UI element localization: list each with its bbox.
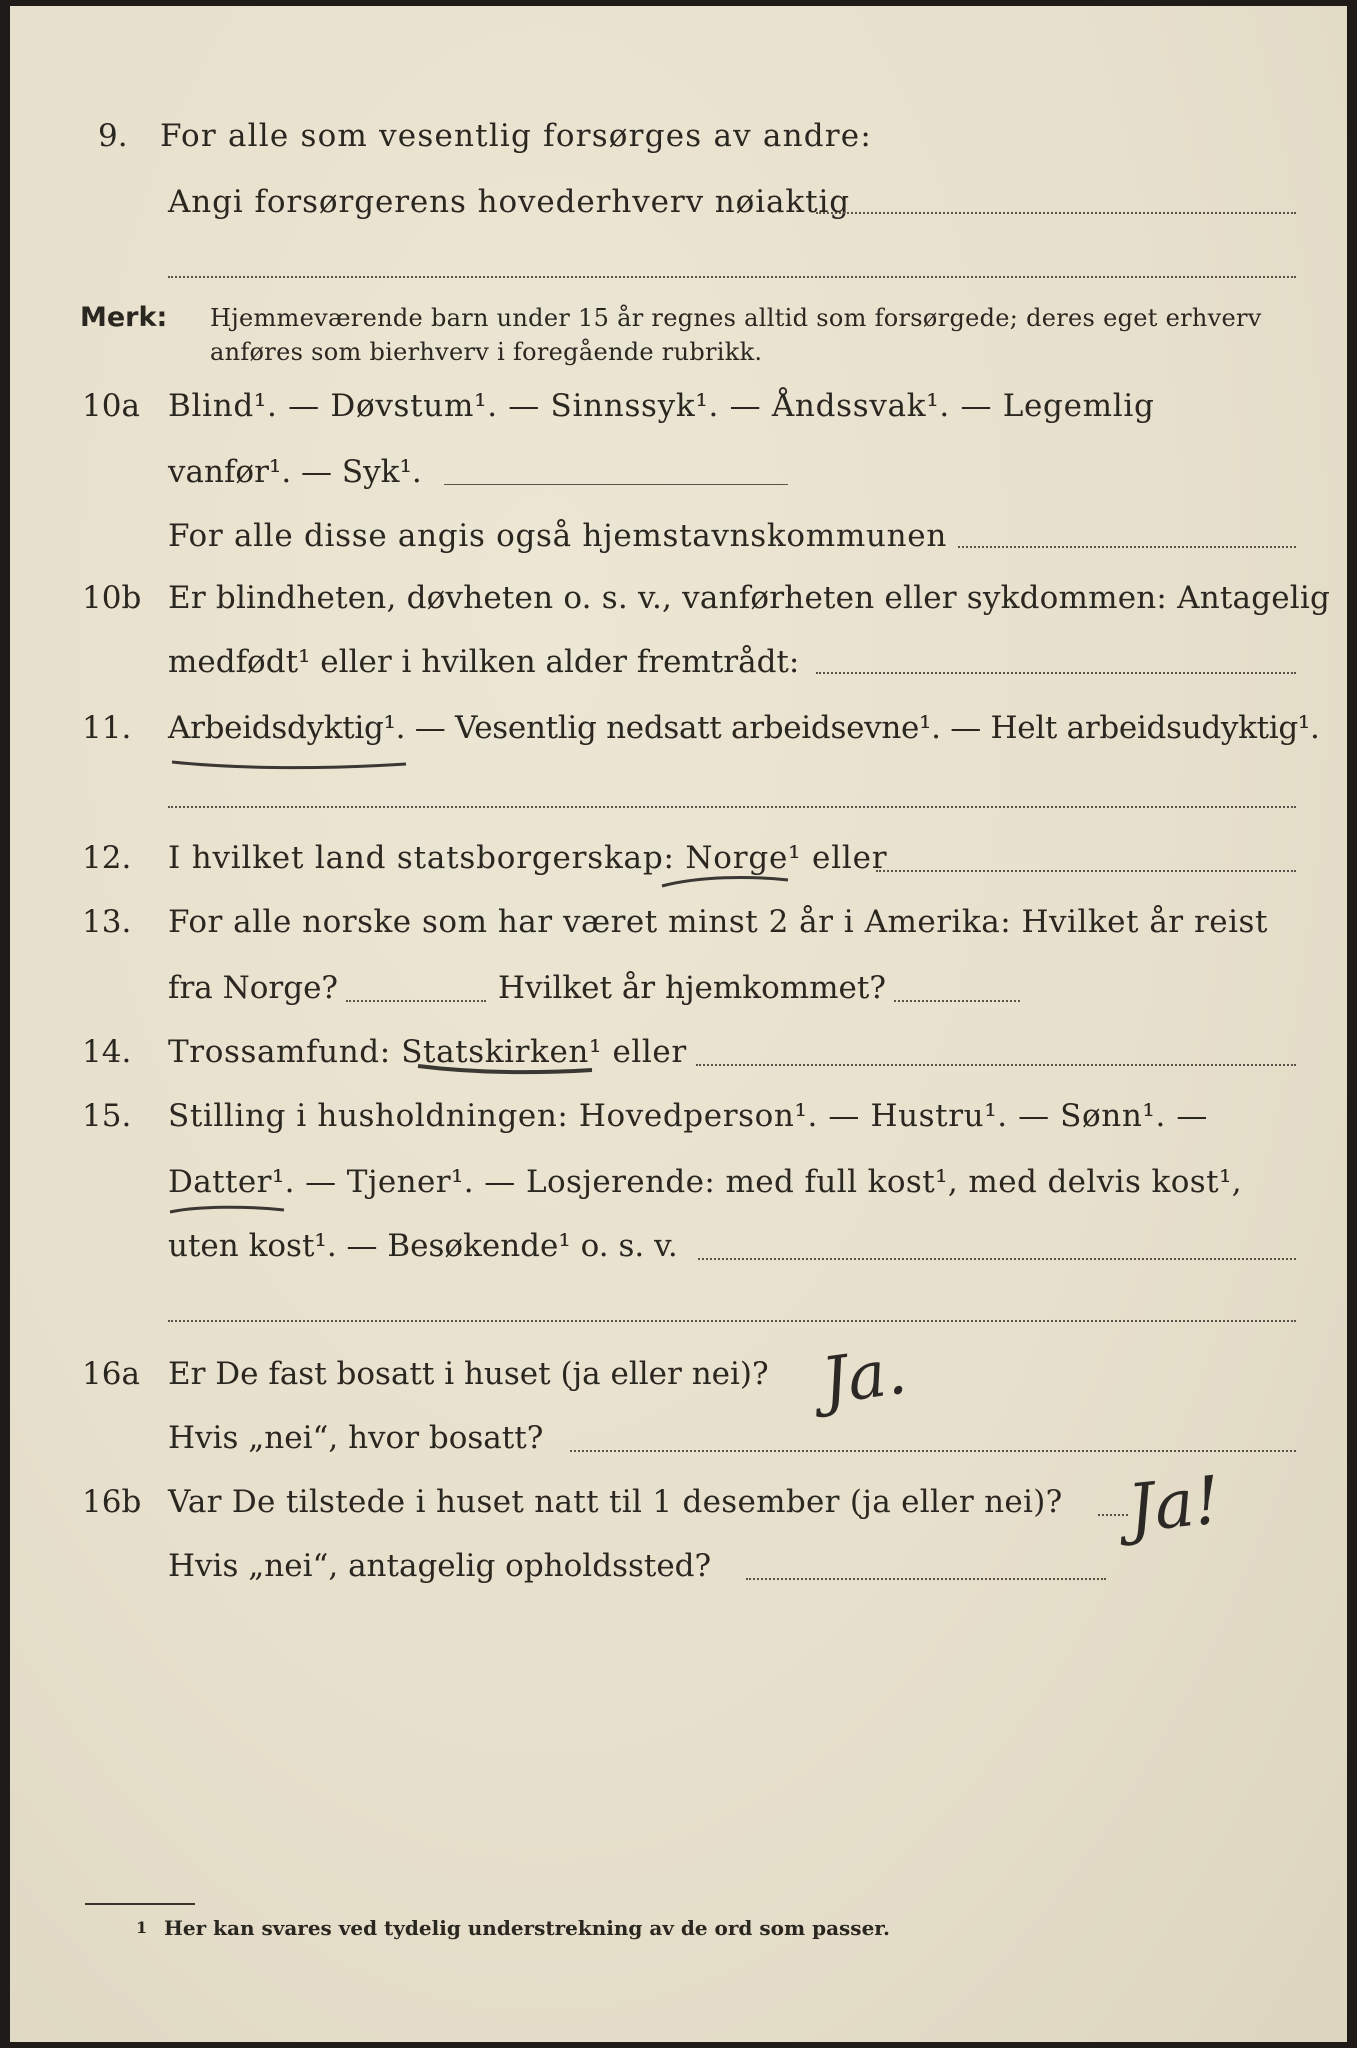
q16a-number: 16a (82, 1356, 140, 1392)
q16b-answer-line (1098, 1514, 1128, 1516)
q12-line1: I hvilket land statsborgerskap: Norge¹ eller (168, 840, 888, 876)
q11-line1: Arbeidsdyktig¹. — Vesentlig nedsatt arbeidsevne¹. — Helt arbeidsudyktig¹. (168, 710, 1320, 746)
q10b-line2: medfødt¹ eller i hvilken alder fremtrådt: (168, 644, 800, 680)
q15-handwritten-underline (168, 1202, 288, 1222)
q16a-line2: Hvis „nei“, hvor bosatt? (168, 1420, 544, 1456)
q13-number: 13. (82, 904, 132, 940)
q11-answer-line (168, 806, 1296, 808)
q9-line1: For alle som vesentlig forsørges av andre: (160, 118, 872, 154)
q15-line3: uten kost¹. — Besøkende¹ o. s. v. (168, 1228, 678, 1264)
q14-handwritten-underline (416, 1060, 596, 1084)
q10a-line2: vanfør¹. — Syk¹. (168, 454, 422, 490)
q15-line2: Datter¹. — Tjener¹. — Losjerende: med full kost¹, med delvis kost¹, (168, 1164, 1243, 1200)
q9-answer-line (816, 212, 1296, 214)
q11-number: 11. (82, 710, 132, 746)
q13-line2a: fra Norge? (168, 970, 339, 1006)
q11-handwritten-underline (170, 754, 410, 774)
q13-line1: For alle norske som har været minst 2 år i Amerika: Hvilket år reist (168, 904, 1268, 940)
q16a-handwritten-answer: Ja. (817, 1334, 911, 1420)
q10a-line1: Blind¹. — Døvstum¹. — Sinnssyk¹. — Åndssvak¹. — Legemlig (168, 388, 1155, 424)
q15-answer-line-2 (168, 1320, 1296, 1322)
q9-line2: Angi forsørgerens hovederhverv nøiaktig (168, 184, 851, 220)
q16b-number: 16b (82, 1484, 142, 1520)
q16b-line1: Var De tilstede i huset natt til 1 desember (ja eller nei)? (168, 1484, 1063, 1520)
q9-number: 9. (98, 118, 128, 154)
q10b-answer-line (816, 672, 1296, 674)
q15-line1: Stilling i husholdningen: Hovedperson¹. — Hustru¹. — Sønn¹. — (168, 1098, 1208, 1134)
census-form-page (10, 6, 1347, 2042)
q10a-answer-line (444, 484, 788, 485)
q10b-number: 10b (82, 580, 142, 616)
q16b-handwritten-answer: Ja! (1124, 1461, 1225, 1548)
merk-line1: Hjemmeværende barn under 15 år regnes alltid som forsørgede; deres eget erhverv (210, 304, 1262, 332)
merk-label: Merk: (80, 302, 168, 333)
q10a-line3: For alle disse angis også hjemstavnskommunen (168, 518, 947, 554)
q14-answer-line (696, 1064, 1296, 1066)
merk-line2: anføres som bierhverv i foregående rubrikk. (210, 338, 763, 366)
q12-number: 12. (82, 840, 132, 876)
q12-handwritten-underline (660, 872, 790, 896)
q10a-number: 10a (82, 388, 140, 424)
q16b-answer-line-2 (746, 1578, 1106, 1580)
q10b-line1: Er blindheten, døvheten o. s. v., vanførheten eller sykdommen: Antagelig (168, 580, 1331, 616)
q16a-line1: Er De fast bosatt i huset (ja eller nei)? (168, 1356, 769, 1392)
q16a-answer-line (570, 1450, 1296, 1452)
q16b-line2: Hvis „nei“, antagelig opholdssted? (168, 1548, 712, 1584)
footnote-text: Her kan svares ved tydelig understrekning av de ord som passer. (164, 1916, 890, 1940)
q10a-answer-line-2 (958, 546, 1296, 548)
q15-answer-line (698, 1258, 1296, 1260)
footnote-mark: 1 (136, 1918, 148, 1937)
q13-year-left-line (346, 1000, 486, 1002)
q14-line1: Trossamfund: Statskirken¹ eller (168, 1034, 687, 1070)
q15-number: 15. (82, 1098, 132, 1134)
footnote-rule (85, 1903, 195, 1905)
q13-line2b: Hvilket år hjemkommet? (498, 970, 886, 1006)
q9-answer-line-2 (168, 276, 1296, 278)
q13-year-returned-line (894, 1000, 1020, 1002)
q12-answer-line (876, 870, 1296, 872)
q14-number: 14. (82, 1034, 132, 1070)
